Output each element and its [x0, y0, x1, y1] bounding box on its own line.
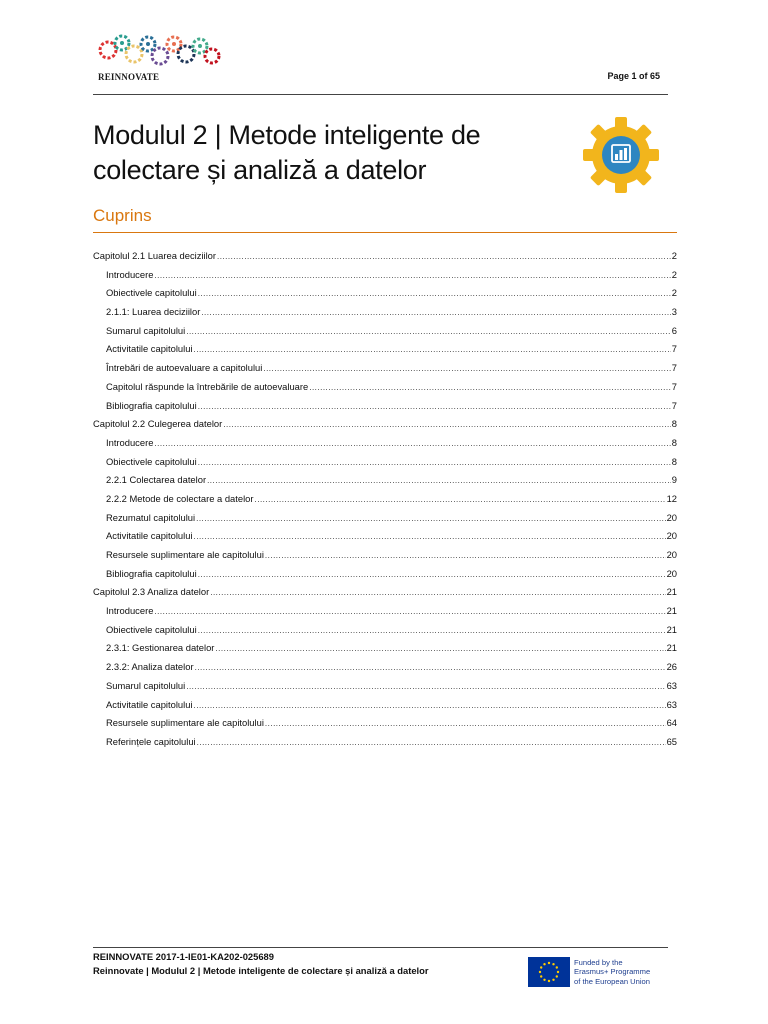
toc-entry-page: 20: [666, 511, 677, 523]
toc-section-entry[interactable]: [93, 380, 677, 399]
reinnovate-gears-icon: [98, 34, 224, 74]
toc-section-entry[interactable]: [93, 324, 677, 343]
toc-dot-leader: [186, 680, 665, 694]
toc-entry-label: Obiectivele capitolului: [106, 455, 197, 467]
footer-module-line: Reinnovate | Modulul 2 | Metode inteligente de colectare și analiză a datelor: [93, 965, 429, 976]
toc-entry-page: 65: [666, 735, 677, 747]
toc-entry-label: Introducere: [106, 436, 154, 448]
toc-entry-page: 8: [671, 455, 677, 467]
toc-entry-label: Rezumatul capitolului: [106, 511, 196, 523]
table-of-contents: [93, 249, 677, 754]
project-code: REINNOVATE 2017-1-IE01-KA202-025689: [93, 951, 274, 962]
toc-section-entry[interactable]: [93, 342, 677, 361]
toc-section-entry[interactable]: [93, 473, 677, 492]
toc-section-entry[interactable]: [93, 641, 677, 660]
toc-entry-page: 2: [671, 268, 677, 280]
toc-entry-page: 21: [666, 623, 677, 635]
toc-entry-label: 2.1.1: Luarea deciziilor: [106, 306, 201, 318]
eu-caption-line-2: Erasmus+ Programme: [574, 967, 651, 977]
toc-dot-leader: [198, 456, 671, 470]
toc-section-entry[interactable]: [93, 268, 677, 287]
toc-entry-page: 8: [671, 436, 677, 448]
toc-entry-label: 2.2.2 Metode de colectare a datelor: [106, 492, 254, 504]
toc-entry-label: Activitatile capitolului: [106, 530, 193, 542]
toc-dot-leader: [201, 306, 670, 320]
toc-section-entry[interactable]: [93, 716, 677, 735]
toc-section-entry[interactable]: [93, 698, 677, 717]
toc-entry-page: 21: [666, 586, 677, 598]
toc-section-entry[interactable]: [93, 436, 677, 455]
eu-star-icon: [539, 971, 541, 973]
header-divider: [93, 94, 668, 95]
eu-flag-icon: [528, 957, 570, 987]
eu-star-icon: [557, 971, 559, 973]
toc-entry-label: Sumarul capitolului: [106, 679, 186, 691]
toc-section-entry[interactable]: [93, 623, 677, 642]
eu-star-icon: [556, 966, 558, 968]
logo-text: REINNOVATE: [98, 72, 160, 82]
toc-dot-leader: [309, 381, 671, 395]
eu-star-icon: [556, 975, 558, 977]
toc-entry-label: Capitolul 2.3 Analiza datelor: [93, 586, 210, 598]
toc-entry-label: Obiectivele capitolului: [106, 623, 197, 635]
toc-entry-page: 21: [666, 605, 677, 617]
toc-dot-leader: [198, 400, 671, 414]
toc-section-entry[interactable]: [93, 548, 677, 567]
toc-dot-leader: [255, 493, 666, 507]
toc-entry-label: Introducere: [106, 268, 154, 280]
toc-entry-page: 20: [666, 549, 677, 560]
toc-entry-page: 3: [671, 306, 677, 318]
erasmus-funding-logo: [528, 957, 668, 987]
toc-dot-leader: [265, 717, 666, 731]
toc-dot-leader: [223, 418, 671, 432]
toc-entry-page: 7: [671, 343, 677, 355]
toc-section-entry[interactable]: [93, 361, 677, 380]
toc-dot-leader: [215, 642, 665, 656]
toc-dot-leader: [198, 568, 666, 582]
toc-entry-label: Capitolul 2.1 Luarea deciziilor: [93, 250, 216, 261]
toc-entry-label: Capitolul 2.2 Culegerea datelor: [93, 418, 223, 430]
toc-chapter-entry[interactable]: [93, 249, 677, 268]
toc-entry-page: 20: [666, 567, 677, 579]
toc-section-entry[interactable]: [93, 735, 677, 754]
toc-entry-page: 21: [666, 642, 677, 654]
toc-entry-page: 9: [671, 474, 677, 486]
toc-dot-leader: [195, 661, 666, 675]
toc-entry-label: Introducere: [106, 605, 154, 617]
toc-dot-leader: [154, 605, 665, 619]
title-line-1: Modulul 2 | Metode inteligente de: [93, 120, 481, 150]
toc-dot-leader: [194, 530, 666, 544]
toc-dot-leader: [197, 736, 666, 750]
toc-entry-label: Bibliografia capitolului: [106, 567, 197, 579]
toc-entry-label: 2.3.1: Gestionarea datelor: [106, 642, 215, 654]
toc-entry-page: 7: [671, 362, 677, 374]
toc-entry-page: 20: [666, 530, 677, 542]
toc-entry-label: 2.3.2: Analiza datelor: [106, 661, 194, 673]
toc-dot-leader: [154, 269, 670, 283]
toc-entry-page: 6: [671, 324, 677, 336]
eu-star-icon: [548, 962, 550, 964]
toc-entry-label: Bibliografia capitolului: [106, 399, 197, 411]
toc-entry-label: Capitolul răspunde la întrebările de autoevaluare: [106, 380, 309, 392]
toc-section-entry[interactable]: [93, 660, 677, 679]
toc-section-entry[interactable]: [93, 567, 677, 586]
eu-caption-line-3: of the European Union: [574, 976, 650, 986]
toc-entry-page: 8: [671, 418, 677, 430]
toc-entry-label: Activitatile capitolului: [106, 698, 193, 710]
toc-entry-page: 7: [671, 380, 677, 392]
title-line-2: colectare și analiză a datelor: [93, 155, 427, 185]
toc-entry-page: 26: [666, 661, 677, 673]
toc-section-entry[interactable]: [93, 604, 677, 623]
toc-dot-leader: [263, 362, 670, 376]
eu-star-icon: [552, 963, 554, 965]
page-number: Page 1 of 65: [607, 71, 660, 81]
toc-divider: [93, 232, 677, 233]
toc-dot-leader: [194, 699, 666, 713]
reinnovate-logo: [98, 34, 224, 86]
toc-entry-page: 12: [666, 492, 677, 504]
eu-star-icon: [543, 979, 545, 981]
toc-chapter-entry[interactable]: [93, 417, 677, 436]
eu-star-icon: [552, 979, 554, 981]
toc-dot-leader: [198, 287, 671, 301]
toc-entry-label: Obiectivele capitolului: [106, 287, 197, 299]
toc-entry-label: 2.2.1 Colectarea datelor: [106, 474, 207, 486]
toc-entry-page: 7: [671, 399, 677, 411]
toc-entry-page: 2: [671, 250, 677, 261]
page-title: [93, 118, 553, 188]
toc-section-entry[interactable]: [93, 286, 677, 305]
gear-chart-icon: [582, 116, 660, 194]
toc-entry-label: Referințele capitolului: [106, 735, 196, 747]
toc-dot-leader: [210, 586, 665, 600]
toc-entry-label: Sumarul capitolului: [106, 324, 186, 336]
eu-star-icon: [540, 975, 542, 977]
toc-section-entry[interactable]: [93, 529, 677, 548]
toc-entry-label: Resursele suplimentare ale capitolului: [106, 717, 264, 729]
toc-entry-page: 2: [671, 287, 677, 299]
eu-star-icon: [543, 963, 545, 965]
toc-section-entry[interactable]: [93, 492, 677, 511]
toc-entry-page: 64: [666, 717, 677, 729]
toc-dot-leader: [194, 343, 671, 357]
toc-chapter-entry[interactable]: [93, 585, 677, 604]
toc-entry-page: 63: [666, 698, 677, 710]
footer-text: [93, 950, 498, 978]
toc-section-entry[interactable]: [93, 511, 677, 530]
toc-dot-leader: [217, 250, 671, 264]
toc-dot-leader: [198, 624, 666, 638]
eu-caption-line-1: Funded by the: [574, 958, 623, 967]
toc-entry-label: Întrebări de autoevaluare a capitolului: [106, 362, 263, 374]
toc-dot-leader: [265, 549, 666, 563]
toc-heading: Cuprins: [93, 206, 152, 225]
toc-section-entry[interactable]: [93, 399, 677, 418]
toc-entry-page: 63: [666, 679, 677, 691]
toc-entry-label: Activitatile capitolului: [106, 343, 193, 355]
toc-section-entry[interactable]: [93, 305, 677, 324]
toc-dot-leader: [207, 474, 671, 488]
eu-star-icon: [540, 966, 542, 968]
eu-funding-caption: [574, 958, 650, 986]
toc-dot-leader: [196, 512, 665, 526]
eu-star-icon: [548, 980, 550, 982]
toc-dot-leader: [154, 437, 670, 451]
footer-divider: [93, 947, 668, 948]
toc-entry-label: Resursele suplimentare ale capitolului: [106, 549, 264, 560]
toc-dot-leader: [186, 325, 671, 339]
toc-section-entry[interactable]: [93, 679, 677, 698]
toc-section-entry[interactable]: [93, 455, 677, 474]
